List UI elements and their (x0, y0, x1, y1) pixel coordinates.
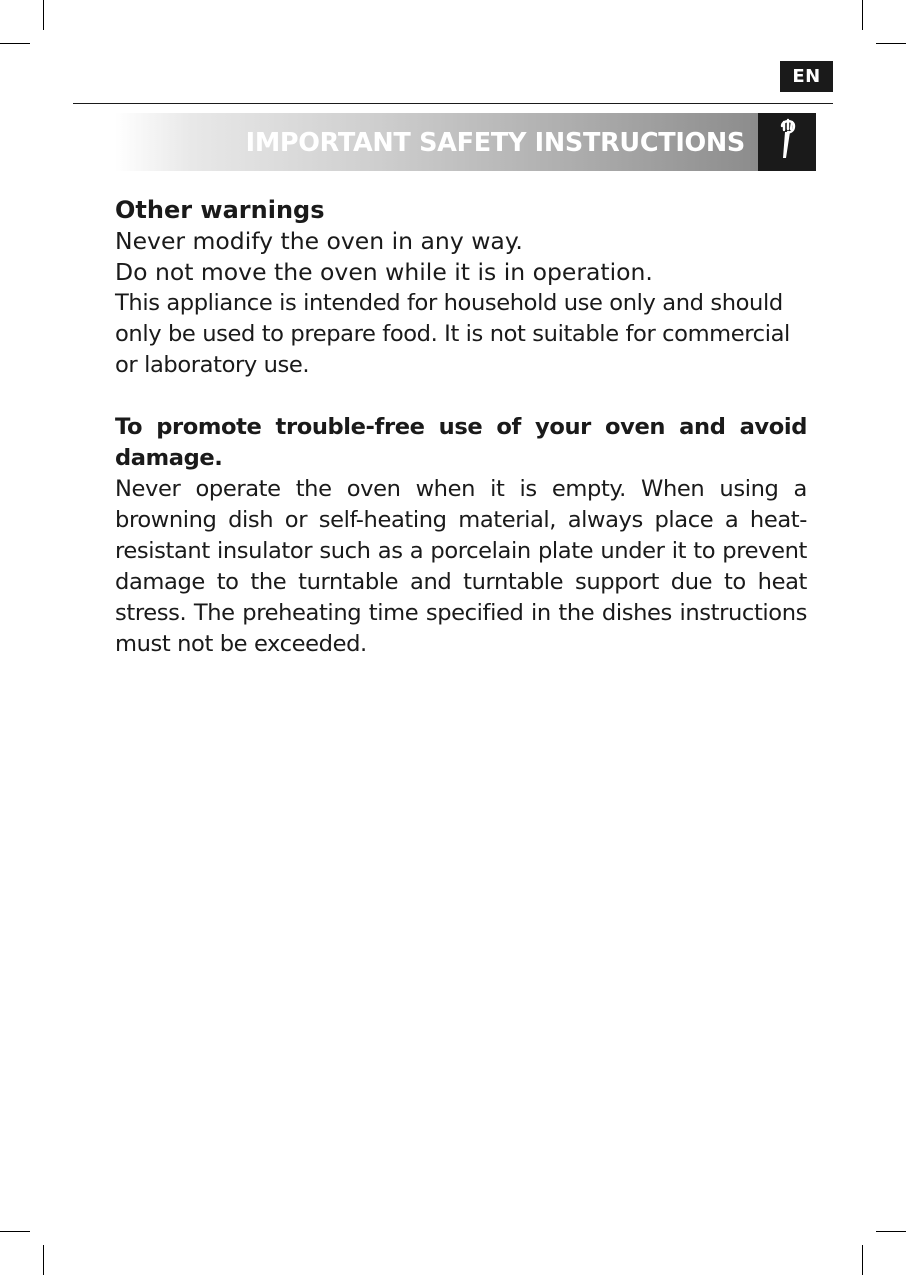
section-heading-other-warnings: Other warnings (115, 196, 325, 224)
paragraph: Never modify the oven in any way. (115, 227, 523, 255)
crop-mark-bottom-left-h (0, 1231, 30, 1232)
section-heading-trouble-free-use: To promote trouble-free use of your oven and avoid damage. (115, 414, 807, 471)
crop-mark-bottom-right-h (876, 1231, 906, 1232)
document-body (115, 195, 807, 660)
language-badge: EN (780, 61, 833, 92)
crop-mark-top-left-h (0, 43, 30, 44)
section-gap (115, 381, 807, 412)
paragraph: Never operate the oven when it is empty. When using a browning dish or self-heating material, always place a heat-resistant insulator such as a porcelain plate under it to prevent damage to the turntable and turntable support due to heat stress. The preheating time specified in the dishes instructions must not be exceeded. (115, 476, 807, 657)
crop-mark-bottom-right-v (862, 1245, 863, 1275)
crop-mark-top-right-h (876, 43, 906, 44)
crop-mark-top-left-v (43, 0, 44, 30)
paragraph: Do not move the oven while it is in operation. (115, 258, 653, 286)
reading-hand-icon (758, 113, 816, 171)
banner-title: IMPORTANT SAFETY INSTRUCTIONS (245, 128, 745, 158)
section-banner (115, 113, 758, 171)
header-rule (73, 103, 833, 104)
crop-mark-top-right-v (862, 0, 863, 30)
crop-mark-bottom-left-v (43, 1245, 44, 1275)
paragraph: This appliance is intended for household use only and should only be used to prepare food. It is not suitable for commercial or laboratory use. (115, 290, 790, 378)
